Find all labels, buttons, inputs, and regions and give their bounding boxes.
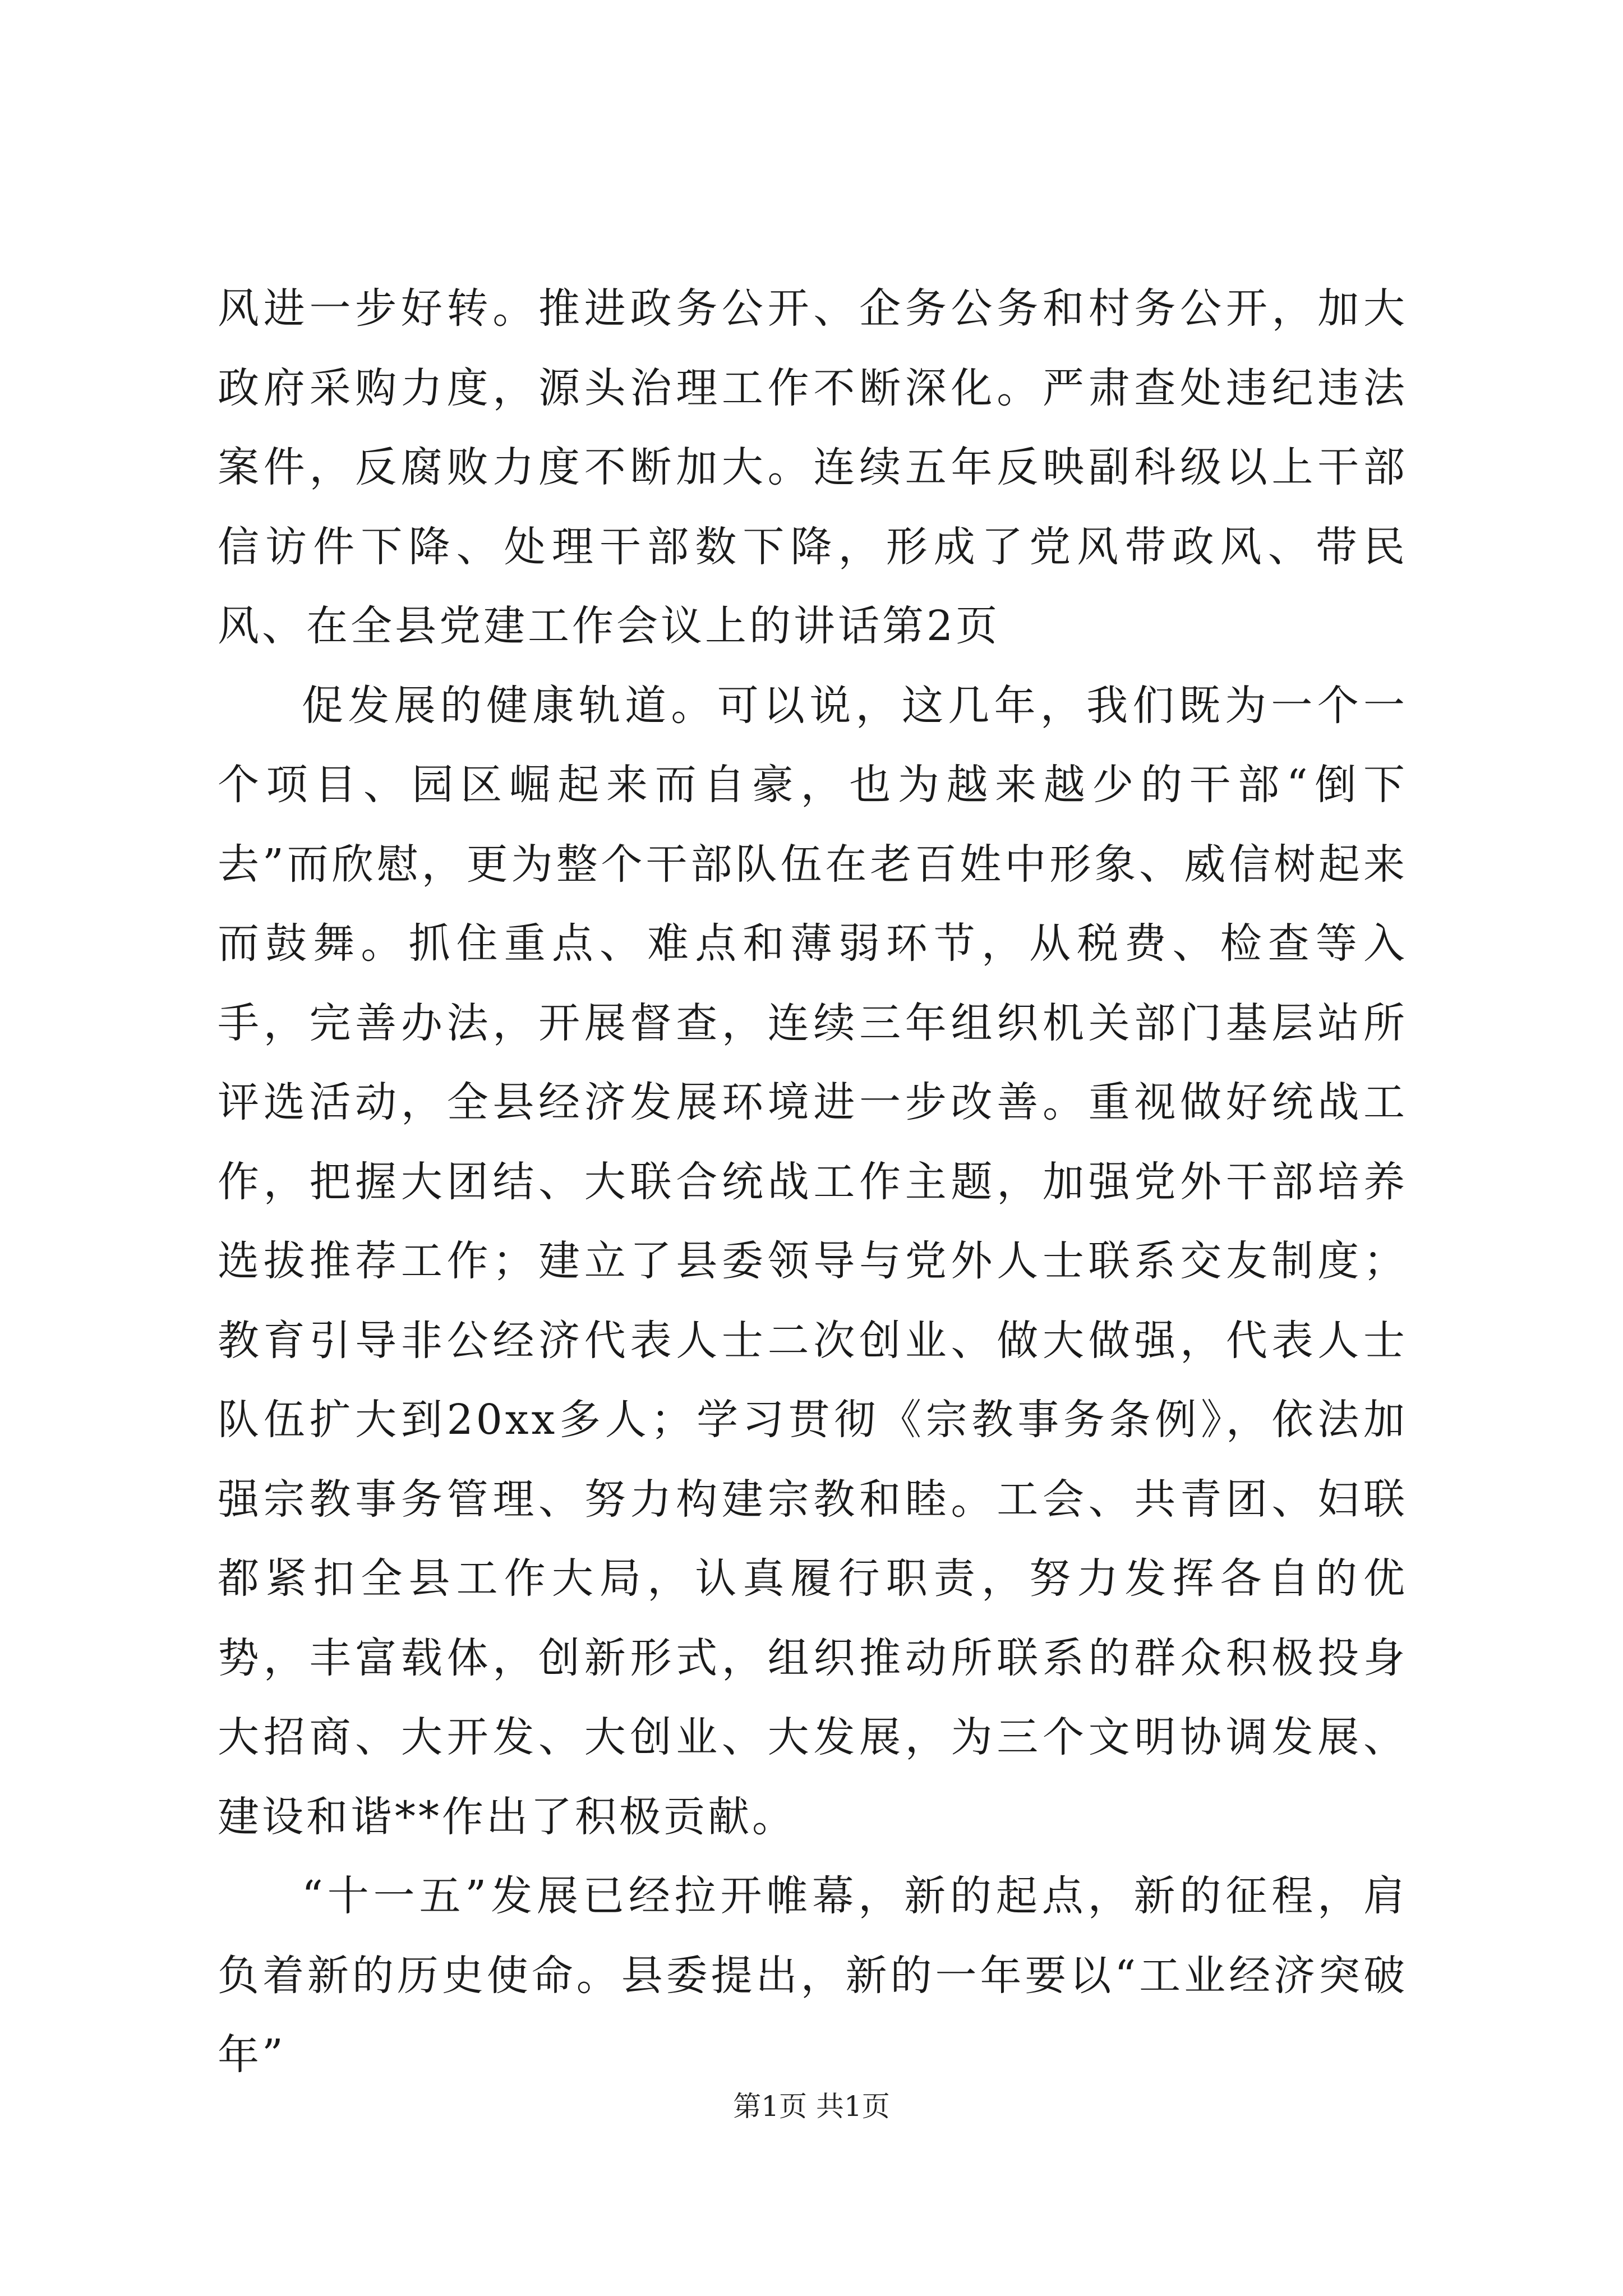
page-footer: 第1页 共1页 [733,2090,890,2123]
document-body [218,269,1408,2095]
paragraph-2: 促发展的健康轨道。可以说，这几年，我们既为一个一个项目、园区崛起来而自豪，也为越来越少的干部“倒下去”而欣慰，更为整个干部队伍在老百姓中形象、威信树起来而鼓舞。抓住重点、难点和薄弱环节，从税费、检查等入手，完善办法，开展督查，连续三年组织机关部门基层站所评选活动，全县经济发展环境进一步改善。重视做好统战工作，把握大团结、大联合统战工作主题，加强党外干部培养选拔推荐工作；建立了县委领导与党外人士联系交友制度；教育引导非公经济代表人士二次创业、做大做强，代表人士队伍扩大到20xx多人；学习贯彻《宗教事务条例》，依法加强宗教事务管理、努力构建宗教和睦。工会、共青团、妇联都紧扣全县工作大局，认真履行职责，努力发挥各自的优势，丰富载体，创新形式，组织推动所联系的群众积极投身大招商、大开发、大创业、大发展，为三个文明协调发展、建设和谐**作出了积极贡献。 [218,681,1408,1841]
paragraph-1: 风进一步好转。推进政务公开、企务公务和村务公开，加大政府采购力度，源头治理工作不断深化。严肃查处违纪违法案件，反腐败力度不断加大。连续五年反映副科级以上干部信访件下降、处理干部数下降，形成了党风带政风、带民风、在全县党建工作会议上的讲话第2页 [218,284,1408,650]
paragraph-3: “十一五”发展已经拉开帷幕，新的起点，新的征程，肩负着新的历史使命。县委提出，新的一年要以“工业经济突破年” [218,1872,1408,2079]
